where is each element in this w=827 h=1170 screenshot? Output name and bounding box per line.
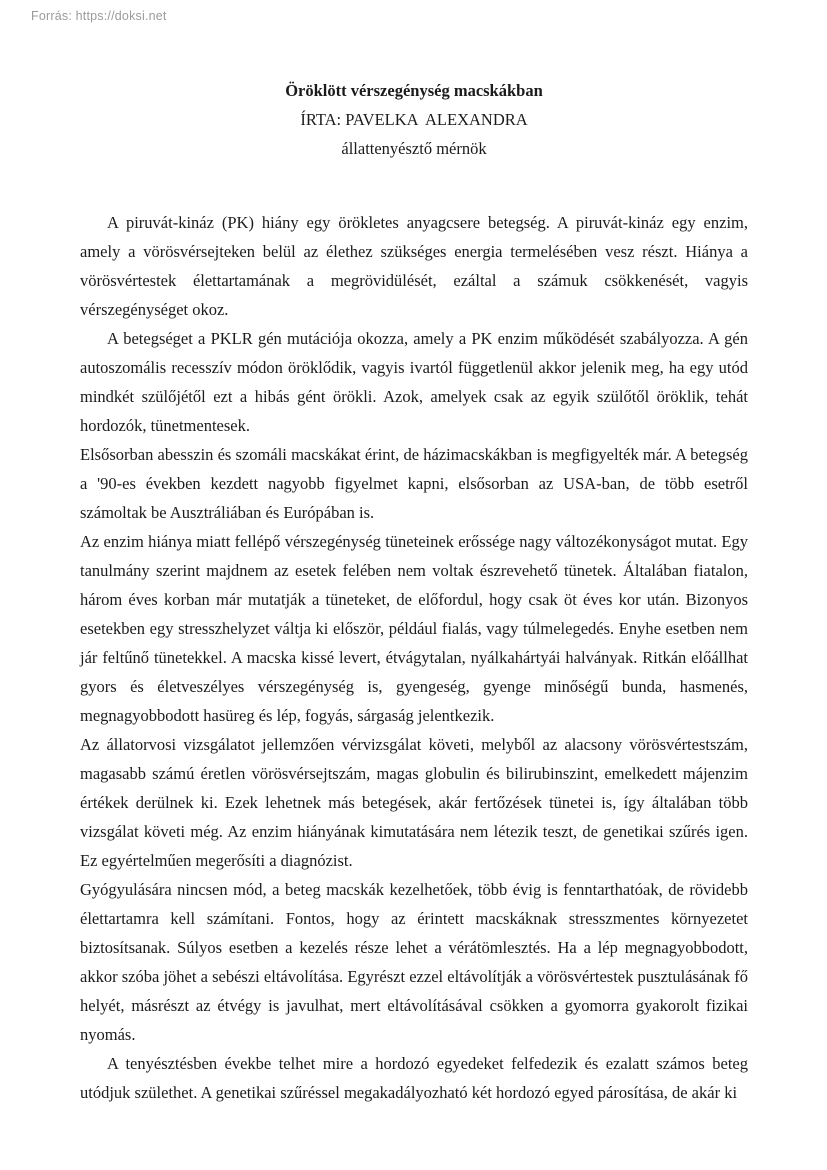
paragraph: Gyógyulására nincsen mód, a beteg macskák kezelhetőek, több évig is fenntarthatóak, de rövidebb élettartamra kell számítani. Fontos, hogy az érintett macskáknak stresszmentes környezetet biztosítsanak. Súlyos esetben a kezelés része lehet a vérátömlesztés. Ha a lép megnagyobbodott, akkor szóba jöhet a sebészi eltávolítása. Egyrészt ezzel eltávolítják a vörösvértestek pusztulásának fő helyét, másrészt az étvégy is javulhat, mert eltávolításával csökken a gyomorra gyakorolt fizikai nyomás.	[80, 880, 748, 1044]
paragraph: Elsősorban abesszin és szomáli macskákat érint, de házimacskákban is megfigyelték már. A betegség a '90-es években kezdett nagyobb figyelmet kapni, elsősorban az USA-ban, de több esetről számoltak be Ausztráliában és Európában is.	[80, 445, 748, 522]
document-body	[80, 208, 748, 1107]
document-content	[80, 76, 748, 1107]
document-author-title: állattenyésztő mérnök	[341, 139, 487, 158]
paragraph: A piruvát-kináz (PK) hiány egy örökletes anyagcsere betegség. A piruvát-kináz egy enzim, amely a vörösvérsejteken belül az élethez szükséges energia termelésében vesz részt. Hiánya a vörösvértestek élettartamának a megrövidülését, ezáltal a számuk csökkenését, vagyis vérszegénységet okoz.	[80, 213, 748, 319]
paragraph: Az enzim hiánya miatt fellépő vérszegénység tüneteinek erőssége nagy változékonyságot mutat. Egy tanulmány szerint majdnem az esetek felében nem voltak észrevehető tünetek. Általában fiatalon, három éves korban már mutatják a tüneteket, de előfordul, hogy csak öt éves kor után. Bizonyos esetekben egy stresszhelyzet váltja ki először, például fialás, vagy túlmelegedés. Enyhe esetben nem jár feltűnő tünetekkel. A macska kissé levert, étvágytalan, nyálkahártyái halványak. Ritkán előállhat gyors és életveszélyes vérszegénység is, gyengeség, gyenge minőségű bunda, hasmenés, megnagyobbodott hasüreg és lép, fogyás, sárgaság jelentkezik.	[80, 532, 748, 725]
title-block	[80, 76, 748, 163]
document-byline: ÍRTA: PAVELKA ALEXANDRA	[300, 110, 528, 129]
document-title: Öröklött vérszegénység macskákban	[285, 81, 543, 100]
source-watermark: Forrás: https://doksi.net	[31, 9, 167, 23]
paragraph: A betegséget a PKLR gén mutációja okozza, amely a PK enzim működését szabályozza. A gén autoszomális recesszív módon öröklődik, vagyis ivartól függetlenül akkor jelenik meg, ha egy utód mindkét szülőjétől ezt a hibás gént örökli. Azok, amelyek csak az egyik szülőtől öröklik, tehát hordozók, tünetmentesek.	[80, 329, 748, 435]
paragraph: Az állatorvosi vizsgálatot jellemzően vérvizsgálat követi, melyből az alacsony vörösvértestszám, magasabb számú éretlen vörösvérsejtszám, magas globulin és bilirubinszint, emelkedett májenzim értékek derülnek ki. Ezek lehetnek más betegések, akár fertőzések tünetei is, így általában több vizsgálat követi még. Az enzim hiányának kimutatására nem létezik teszt, de genetikai szűrés igen. Ez egyértelműen megerősíti a diagnózist.	[80, 735, 748, 870]
paragraph: A tenyésztésben évekbe telhet mire a hordozó egyedeket felfedezik és ezalatt számos beteg utódjuk születhet. A genetikai szűréssel megakadályozható két hordozó egyed párosítása, de akár ki	[80, 1054, 748, 1102]
